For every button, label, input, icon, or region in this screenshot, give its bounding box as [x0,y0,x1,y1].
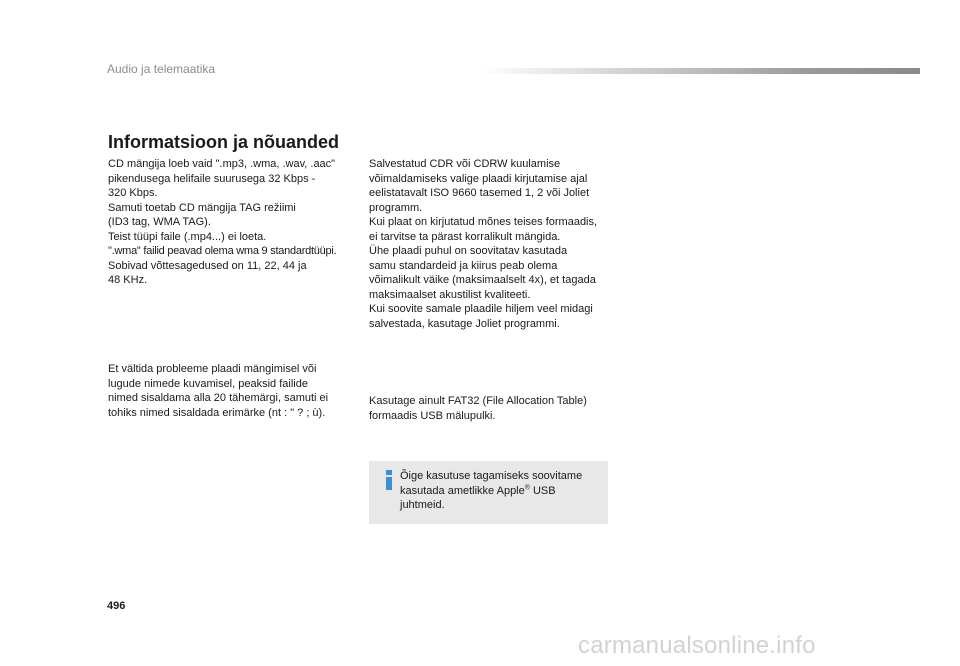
text-line: ".wma" failid peavad olema wma 9 standardtüüpi. [108,245,337,257]
text-line: nimed sisaldama alla 20 tähemärgi, samuti ei [108,392,329,404]
text-line: (ID3 tag, WMA TAG). [108,216,211,228]
text-line: Et vältida probleeme plaadi mängimisel või [108,363,317,375]
text-line: 320 Kbps. [108,187,158,199]
text-line: võimalikult väike (maksimaalselt 4x), et tagada [369,274,596,286]
text-line: CD mängija loeb vaid ".mp3, .wma, .wav, .aac" [108,158,336,170]
text-line: salvestada, kasutage Joliet programmi. [369,317,560,330]
text-line: tohiks nimed sisaldada erimärke (nt : " ? ; ù). [108,406,326,419]
text-line: võimaldamiseks valige plaadi kirjutamise ajal [369,172,588,185]
text-line: ei tarvitse ta pärast korralikult mängida. [369,230,561,243]
text-line: Sobivad võttesagedused on 11, 22, 44 ja [108,259,307,272]
note-line: Õige kasutuse tagamiseks soovitame [400,470,583,482]
note-line [400,484,598,499]
page-title: Informatsioon ja nõuanded [108,132,340,152]
section-title: Audio ja telemaatika [107,62,216,76]
text-line: Kui plaat on kirjutatud mõnes teises formaadis, [369,216,598,228]
text-line: Teist tüüpi faile (.mp4...) ei loeta. [108,230,267,243]
text-line: 48 KHz. [108,274,148,286]
left-column-paragraph-1 [108,157,353,288]
text-line: Kasutage ainult FAT32 (File Allocation Table) [369,395,587,407]
text-line: eelistatavalt ISO 9660 tasemed 1, 2 või Joliet [369,187,590,199]
info-icon [382,469,396,491]
text-line: formaadis USB mälupulki. [369,409,496,422]
info-note-box [369,461,608,524]
right-column-paragraph-2 [369,394,609,423]
left-column-paragraph-2 [108,362,348,420]
text-line: Kui soovite samale plaadile hiljem veel midagi [369,303,593,315]
registered-mark: ® [524,483,530,491]
watermark: carmanualsonline.info [578,632,816,659]
text-line: Salvestatud CDR või CDRW kuulamise [369,158,561,170]
page-number: 496 [107,600,126,612]
text-line: programm. [369,201,423,214]
note-line-text: kasutada ametlikke Apple [400,484,525,497]
text-line: lugude nimede kuvamisel, peaksid failide [108,377,308,390]
text-line: samu standardeid ja kiirus peab olema [369,259,558,272]
note-text [400,469,598,513]
note-line: juhtmeid. [400,499,445,511]
text-line: pikendusega helifaile suurusega 32 Kbps - [108,172,316,185]
right-column-paragraph-1 [369,157,614,331]
note-line-text: USB [529,484,556,497]
text-line: maksimaalset akustilist kvaliteeti. [369,288,531,301]
text-line: Ühe plaadi puhul on soovitatav kasutada [369,245,568,257]
text-line: Samuti toetab CD mängija TAG režiimi [108,201,296,214]
header-divider-bar [480,68,920,74]
